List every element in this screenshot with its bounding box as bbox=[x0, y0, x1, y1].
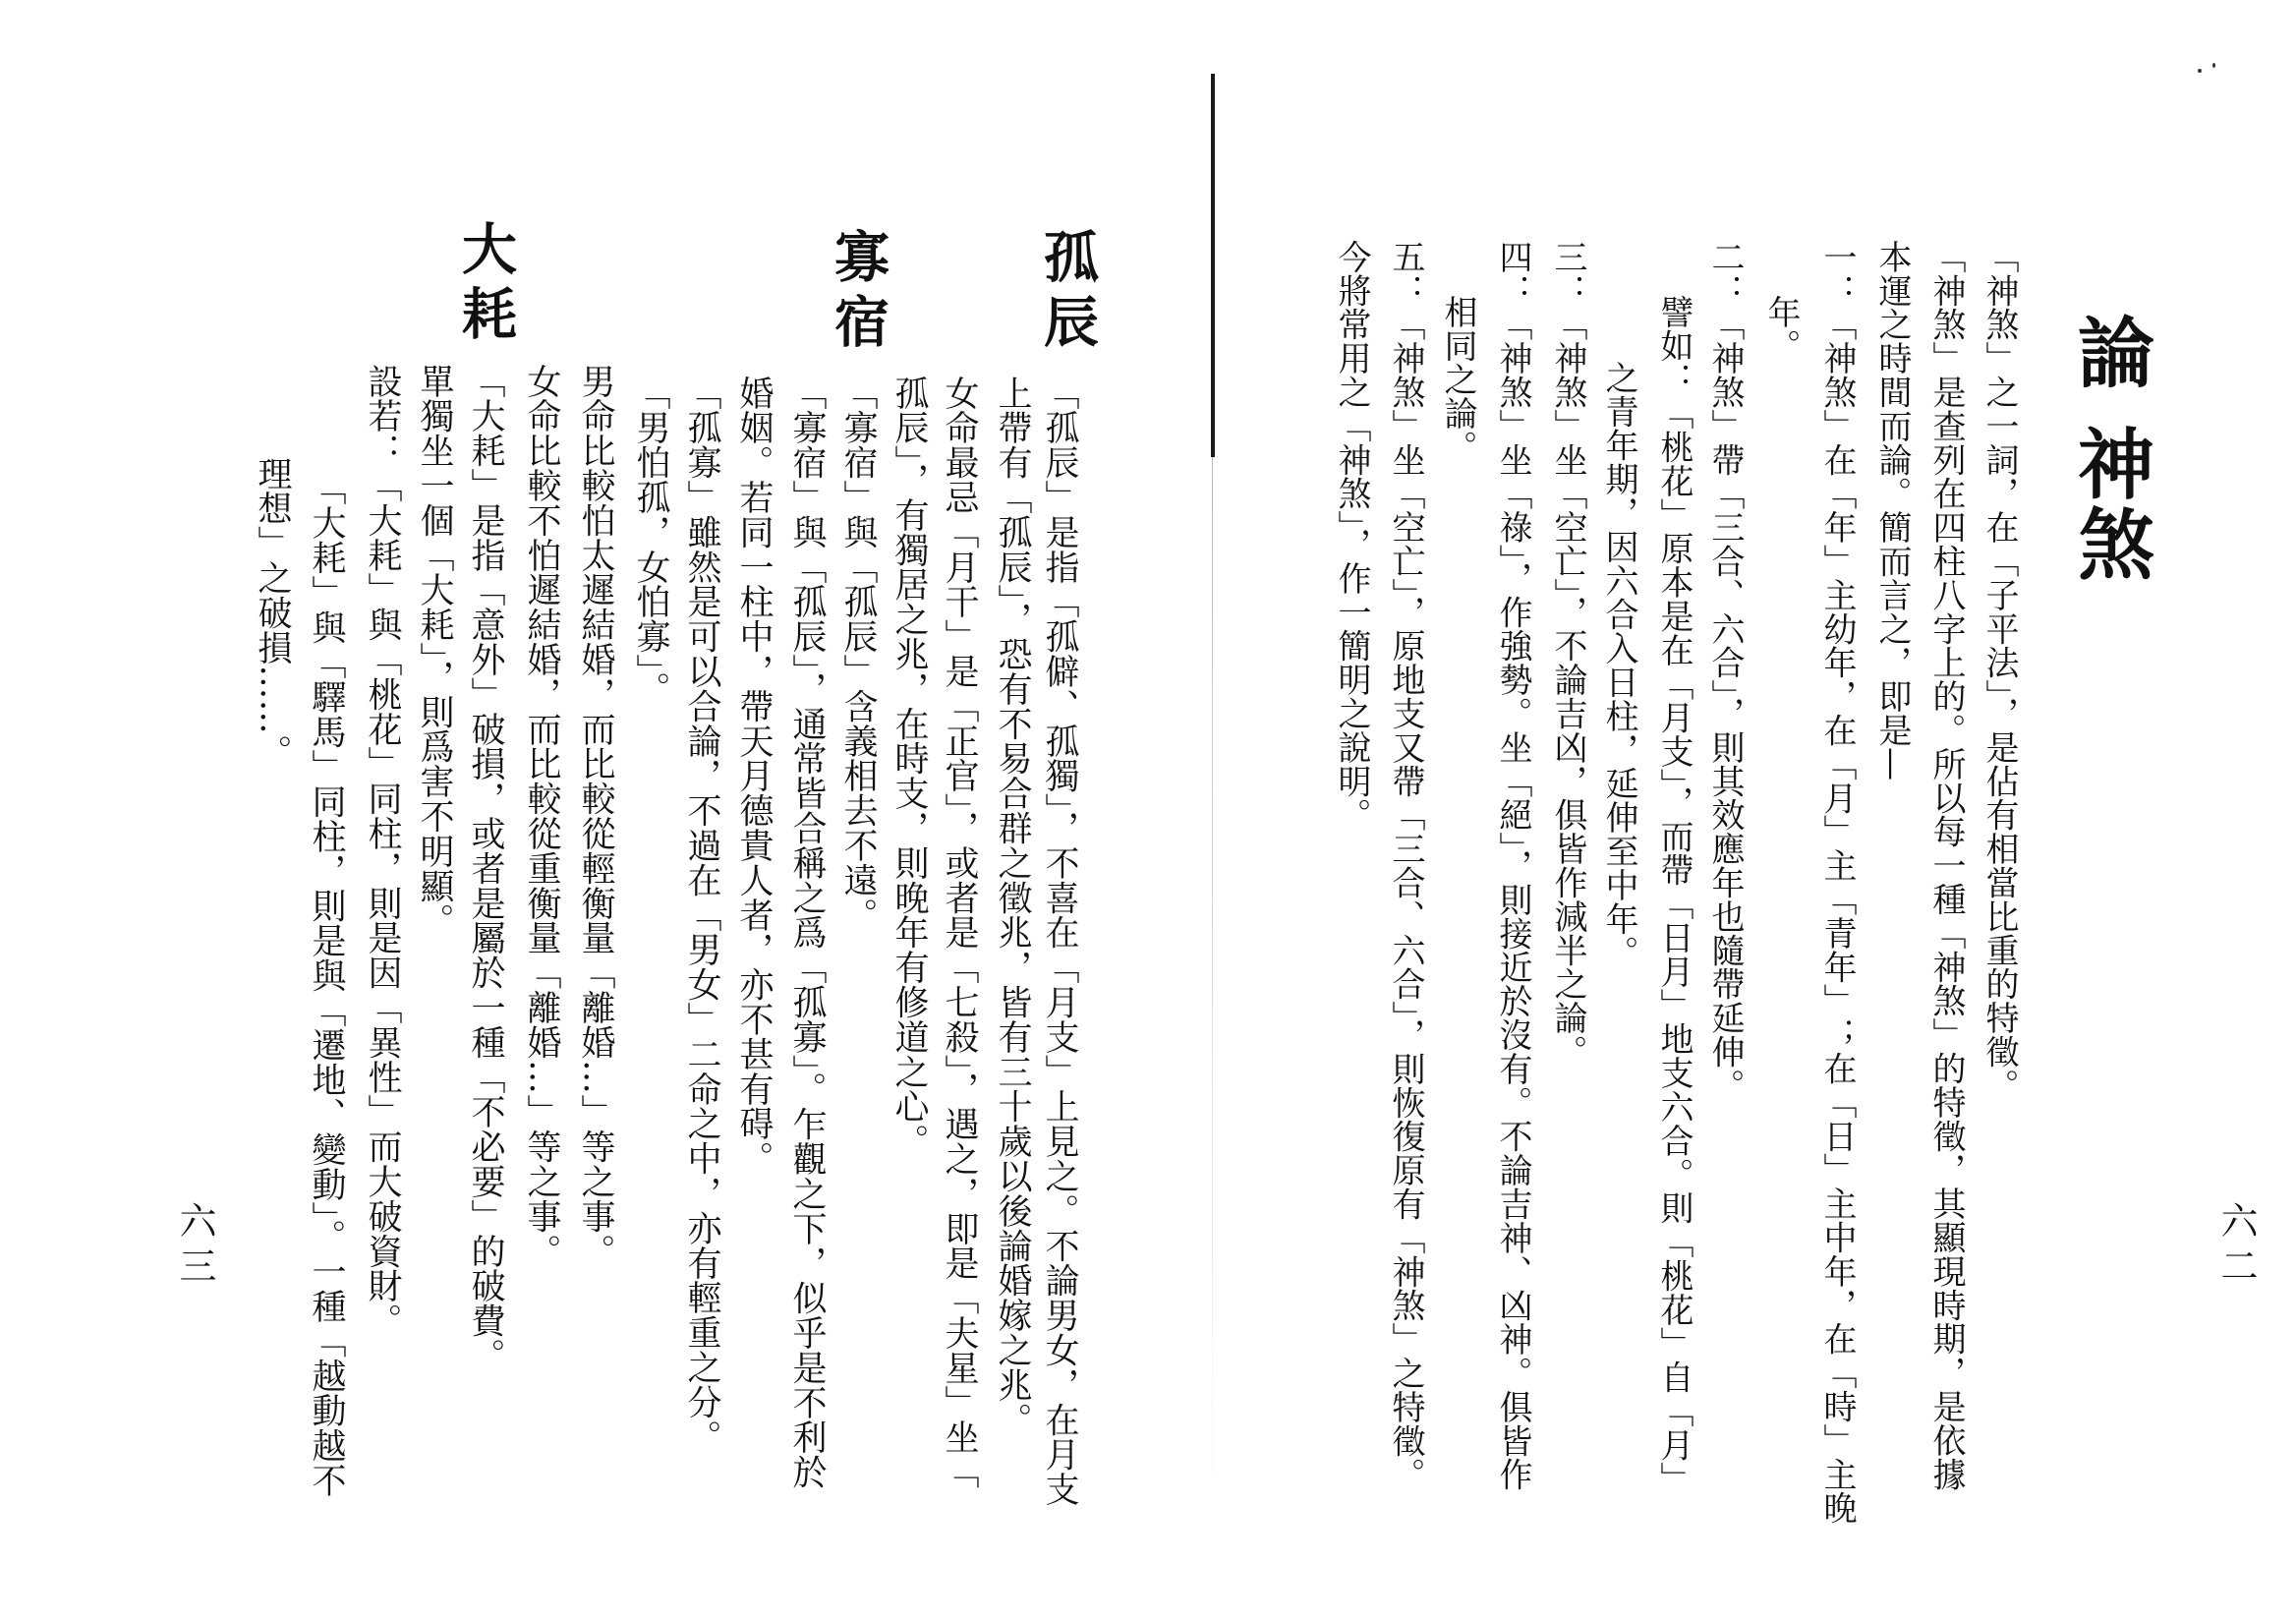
text-column: 「孤辰」是指「孤僻、孤獨」，不喜在「月支」上見之。不論男女，在月支 bbox=[1040, 376, 1079, 1507]
page-number: 六三 bbox=[173, 1201, 216, 1292]
text-column: 之青年期，因六合入日柱，延伸至中年。 bbox=[1599, 361, 1638, 970]
gutter-shadow bbox=[1212, 457, 1213, 1538]
text-column: 「神煞」是查列在四柱八字上的。所以每一種「神煞」的特徵，其顯現時期，是依據 bbox=[1926, 240, 1966, 1491]
text-column: 上帶有「孤辰」，恐有不易合群之徵兆，皆有三十歲以後論婚嫁之兆。 bbox=[993, 376, 1032, 1437]
text-column: 設若：「大耗」與「桃花」同柱，則是因「異性」而大破資財。 bbox=[363, 364, 402, 1339]
section-heading: 孤辰 bbox=[1035, 228, 1100, 358]
rule-item-4: 四：「神煞」坐「祿」，作強勢。坐「絕」，則接近於沒有。不論吉神、凶神。俱皆作 bbox=[1493, 240, 1532, 1492]
chapter-title: 論 神煞 bbox=[2065, 313, 2154, 586]
text-column: 「大耗」與「驛馬」同柱，則是與「遷地、變動」。一種「越動越不 bbox=[307, 471, 346, 1498]
text-column: 婚姻。若同一柱中，帶天月德貴人者，亦不甚有碍。 bbox=[734, 376, 774, 1177]
text-column: 女命最忌「月干」是「正官」，或者是「七殺」，遇之，即是「夫星」坐「 bbox=[940, 376, 979, 1490]
section-heading: 大耗 bbox=[453, 220, 518, 350]
text-column: 理想」之破損……。 bbox=[253, 456, 292, 770]
text-column: 「神煞」之一詞，在「子平法」，是佔有相當比重的特徵。 bbox=[1980, 240, 2019, 1103]
text-column: 「寡宿」與「孤辰」含義相去不遠。 bbox=[838, 376, 878, 933]
text-column: 男命比較怕太遲結婚，而比較從輕衡量「離婚…」等之事。 bbox=[576, 364, 615, 1269]
rule-item-5: 五：「神煞」坐「空亡」，原地支又帶「三合、六合」，則恢復原有「神煞」之特徵。 bbox=[1386, 240, 1425, 1492]
text-column: 孤辰」，有獨居之兆，在時支，則晚年有修道之心。 bbox=[890, 376, 929, 1159]
rule-item-1: 一：「神煞」在「年」主幼年，在「月」主「青年」；在「日」主中年，在「時」主晚 bbox=[1817, 240, 1857, 1526]
rule-item-2: 二：「神煞」帶「三合、六合」，則其效應年也隨帶延伸。 bbox=[1705, 240, 1745, 1103]
text-column: 單獨坐一個「大耗」，則爲害不明顯。 bbox=[415, 364, 454, 939]
text-column: 本運之時間而論。簡而言之，即是— bbox=[1872, 240, 1912, 781]
text-column: 女命比較不怕遲結婚，而比較從重衡量「離婚…」等之事。 bbox=[522, 364, 561, 1269]
rule-item-3: 三：「神煞」坐「空亡」，不論吉凶，俱皆作減半之論。 bbox=[1548, 240, 1587, 1069]
scan-speck bbox=[2212, 63, 2215, 68]
page-number: 六二 bbox=[2214, 1201, 2258, 1292]
text-column: 「寡宿」與「孤辰」，通常皆合稱之爲「孤寡」。乍觀之下，似乎是不利於 bbox=[787, 376, 827, 1490]
gutter-line bbox=[1211, 74, 1215, 457]
text-column: 「孤寡」雖然是可以合論，不過在「男女」二命之中，亦有輕重之分。 bbox=[682, 376, 721, 1455]
scan-speck bbox=[2198, 69, 2202, 73]
section-heading: 寡宿 bbox=[826, 228, 890, 358]
text-column: 相同之論。 bbox=[1438, 295, 1477, 464]
text-column: 譬如：「桃花」原本是在「月支」，而帶「日月」地支六合。則「桃花」自「月」 bbox=[1654, 295, 1693, 1496]
text-column: 今將常用之「神煞」，作一簡明之說明。 bbox=[1332, 240, 1371, 833]
text-column: 「大耗」是指「意外」破損，或者是屬於一種「不必要」的破費。 bbox=[466, 364, 505, 1373]
text-column: 「男怕孤，女怕寡」。 bbox=[631, 376, 670, 707]
text-column: 年。 bbox=[1761, 295, 1801, 363]
